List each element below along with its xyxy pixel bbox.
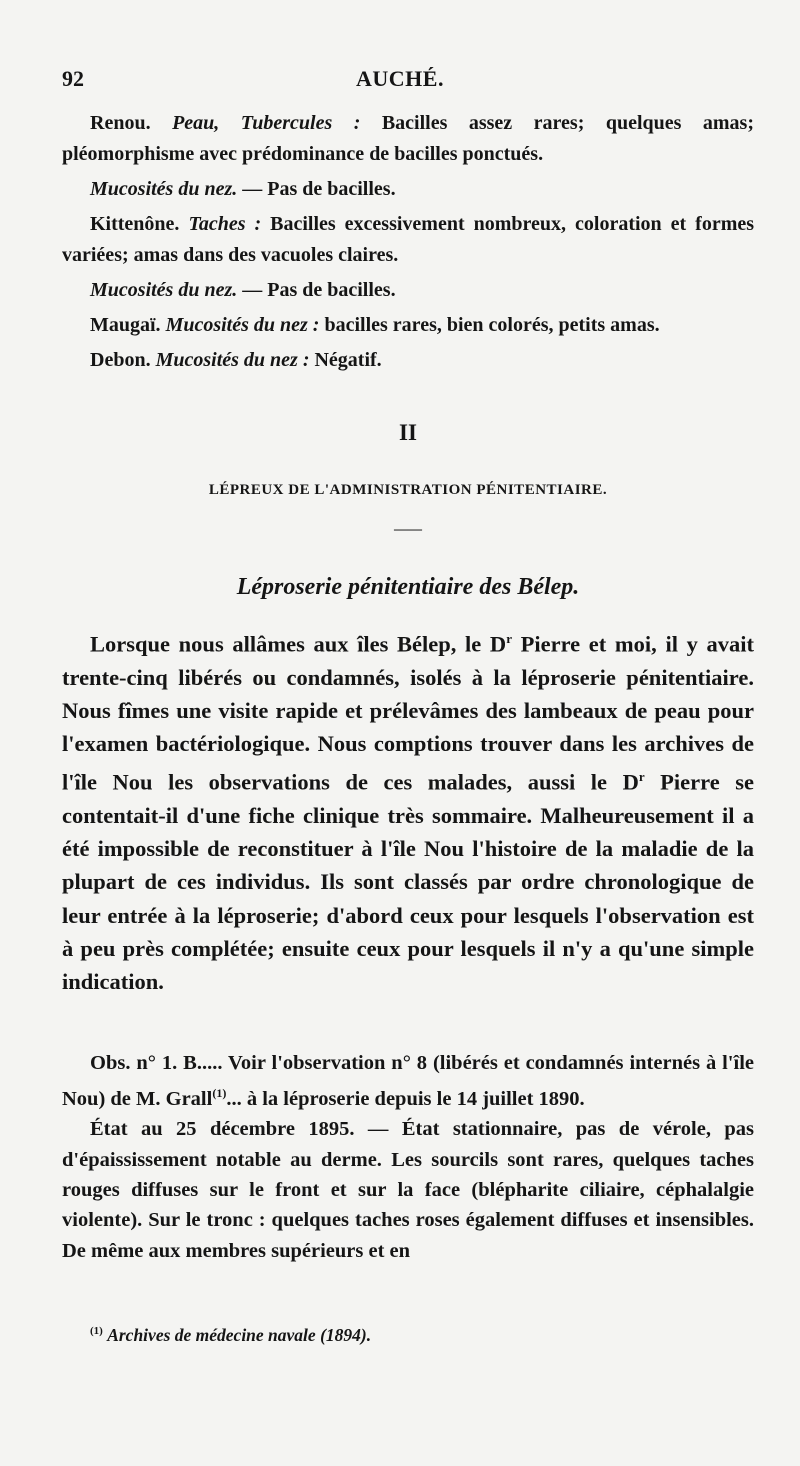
entry-maugai: Maugaï. Mucosités du nez : bacilles rares, bien colorés, petits amas. xyxy=(90,314,660,336)
observation xyxy=(62,1048,754,1266)
observation-heading: Obs. n° 1. B..... Voir l'observation n° 8 (libérés et condamnés internés à l'île Nou) de M. Grall$^{(1)}$... à la léproserie depuis le 14 juillet 1890. xyxy=(62,1052,754,1111)
running-title: AUCHÉ. xyxy=(356,66,444,91)
entry-renou-nez: Mucosités du nez. — Pas de bacilles. xyxy=(90,178,396,200)
main-paragraph: Lorsque nous allâmes aux îles Bélep, le $D^r$ Pierre et moi, il y avait trente-cinq libérés ou condamnés, isolés à la léproserie pénitentiaire. Nous fîmes une visite rapide et prélevâmes des lambeaux de peau pour l'examen bactériologique. Nous comptions trouver dans les archives de l'île Nou les observations de ces malades, aussi le $D^r$ Pierre se contentait-il d'une fiche clinique très sommaire. Malheureusement il a été impossible de reconstituer à l'île Nou l'histoire de la maladie de la plupart de ces individus. Ils sont classés par ordre chronologique de leur entrée à la léproserie; d'abord ceux pour lesquels l'observation est à peu près complétée; ensuite ceux pour lesquels il n'y a qu'une simple indication. xyxy=(62,631,755,995)
page-header xyxy=(62,66,738,100)
section-numeral: II xyxy=(399,420,417,445)
section-rule: —— xyxy=(394,522,422,537)
section-subheading: Léproserie pénitentiaire des Bélep. xyxy=(236,574,580,600)
page-number: 92 xyxy=(62,66,84,91)
entry-debon: Debon. Mucosités du nez : Négatif. xyxy=(90,349,382,371)
intro-entries xyxy=(62,108,754,380)
section-heading: LÉPREUX DE L'ADMINISTRATION PÉNITENTIAIRE. xyxy=(208,482,608,498)
entry-renou: Renou. Peau, Tubercules : Bacilles assez rares; quelques amas; pléomorphisme avec prédominance de bacilles ponctués. xyxy=(62,112,755,165)
entry-kittenone: Kittenône. Taches : Bacilles excessivement nombreux, coloration et formes variées; amas dans des vacuoles claires. xyxy=(62,213,755,266)
footnote: $^{(1)}$ Archives de médecine navale (1894). xyxy=(90,1325,372,1345)
entry-kittenone-nez: Mucosités du nez. — Pas de bacilles. xyxy=(90,279,396,301)
observation-state: État au 25 décembre 1895. — État stationnaire, pas de vérole, pas d'épaississement notable au derme. Les sourcils sont rares, quelques taches rouges diffuses sur le front et sur la face (blépharite ciliaire, céphalalgie violente). Sur le tronc : quelques taches roses également diffuses et insensibles. De même aux membres supérieurs et en xyxy=(62,1118,754,1262)
